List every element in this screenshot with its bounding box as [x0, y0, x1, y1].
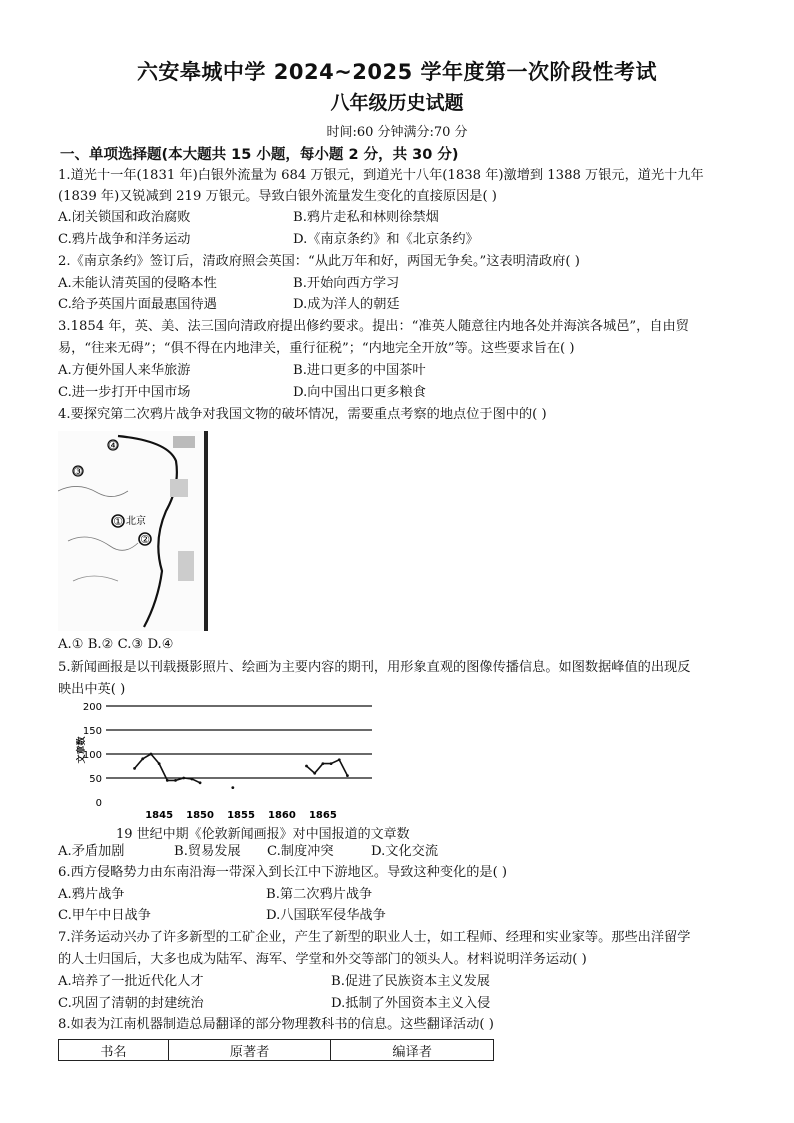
q7-stem-line2: 的人士归国后，大多也成为陆军、海军、学堂和外交等部门的领头人。材料说明洋务运动( ): [58, 952, 587, 967]
q4-map-figure: [58, 431, 208, 631]
q5-option-b: B.贸易发展: [174, 844, 241, 859]
q7-option-c: C.巩固了清朝的封建统治: [58, 996, 204, 1011]
q1-stem-line2: (1839 年)又锐减到 219 万银元。导致白银外流量发生变化的直接原因是( ): [58, 189, 497, 204]
y-tick-label: 200: [82, 702, 102, 713]
q2-stem-line1: 2.《南京条约》签订后，清政府照会英国：“从此万年和好，两国无争矣。”这表明清政府( ): [58, 254, 580, 269]
data-point: [150, 753, 153, 756]
data-point: [141, 757, 144, 760]
q5-option-c: C.制度冲突: [267, 844, 334, 859]
q7-option-b: B.促进了民族资本主义发展: [331, 974, 490, 989]
q2-option-b: B.开始向西方学习: [293, 276, 400, 291]
data-point: [330, 762, 333, 765]
map-right-border: [204, 431, 208, 631]
data-point: [338, 758, 341, 761]
q3-option-a: A.方便外国人来华旅游: [58, 363, 191, 378]
y-tick-label: 0: [95, 798, 102, 809]
q3-stem-line2: 易，“往来无碍”；“俱不得在内地津关，重行征税”；“内地完全开放”等。这些要求旨在( ): [58, 341, 575, 356]
map-shade-2: [170, 479, 188, 497]
exam-title: 六安皋城中学 2024~2025 学年度第一次阶段性考试: [136, 60, 658, 84]
y-tick-label: 100: [82, 750, 102, 761]
q1-option-a: A.闭关锁国和政治腐败: [58, 210, 191, 225]
q5-line-chart: [74, 700, 394, 820]
q1-option-d: D.《南京条约》和《北京条约》: [293, 232, 479, 247]
x-tick-label: 1860: [268, 810, 296, 820]
q1-stem-line1: 1.道光十一年(1831 年)白银外流量为 684 万银元，到道光十八年(1838 年)激增到 1388 万银元，道光十九年: [58, 168, 704, 183]
q1-option-b: B.鸦片走私和林则徐禁烟: [293, 210, 439, 225]
q8-book-table: [58, 1039, 494, 1061]
data-point: [166, 779, 169, 782]
q1-option-c: C.鸦片战争和洋务运动: [58, 232, 191, 247]
q6-stem-line1: 6.西方侵略势力由东南沿海一带深入到长江中下游地区。导致这种变化的是( ): [58, 865, 508, 880]
data-point: [133, 767, 136, 770]
q5-chart-caption: 19 世纪中期《伦敦新闻画报》对中国报道的文章数: [116, 827, 410, 842]
data-point: [346, 774, 349, 777]
table-header-title: 书名: [59, 1040, 169, 1061]
map-city-label: 北京: [126, 516, 146, 527]
y-axis-label: 文章数: [77, 736, 87, 764]
q7-stem-line1: 7.洋务运动兴办了许多新型的工矿企业，产生了新型的职业人士，如工程师、经理和实业家等。那些出洋留学: [58, 930, 691, 945]
map-shade-3: [178, 551, 194, 581]
data-point: [182, 777, 185, 780]
map-mark-2: ②: [140, 533, 150, 546]
data-point: [158, 762, 161, 765]
q3-option-d: D.向中国出口更多粮食: [293, 385, 426, 400]
map-mark-3: ③: [73, 465, 83, 478]
table-header-translator: 编译者: [331, 1040, 494, 1061]
q6-option-b: B.第二次鸦片战争: [266, 887, 373, 902]
q5-option-d: D.文化交流: [371, 844, 439, 859]
data-point: [313, 772, 316, 775]
q3-stem-line1: 3.1854 年，英、美、法三国向清政府提出修约要求。提出：“准英人随意往内地各处并海滨各城邑”，自由贸: [58, 319, 689, 334]
q6-option-a: A.鸦片战争: [58, 887, 125, 902]
x-tick-label: 1850: [186, 810, 214, 820]
q3-option-b: B.进口更多的中国茶叶: [293, 363, 426, 378]
map-background: [58, 431, 208, 631]
x-tick-label: 1845: [145, 810, 174, 820]
q4-stem-line1: 4.要探究第二次鸦片战争对我国文物的破坏情况，需要重点考察的地点位于图中的( ): [58, 407, 547, 422]
q5-stem-line2: 映出中英( ): [58, 682, 126, 697]
q3-option-c: C.进一步打开中国市场: [58, 385, 191, 400]
y-tick-label: 50: [89, 774, 102, 785]
data-series-line: [307, 760, 348, 776]
data-point: [305, 765, 308, 768]
q2-option-a: A.未能认清英国的侵略本性: [58, 276, 217, 291]
data-point: [231, 786, 234, 789]
q6-option-c: C.甲午中日战争: [58, 908, 151, 923]
y-tick-label: 150: [82, 726, 102, 737]
x-tick-label: 1855: [227, 810, 255, 820]
data-point: [321, 762, 324, 765]
data-point: [174, 779, 177, 782]
map-shade-1: [173, 436, 195, 448]
q2-option-d: D.成为洋人的朝廷: [293, 297, 400, 312]
q8-stem-line1: 8.如表为江南机器制造总局翻译的部分物理教科书的信息。这些翻译活动( ): [58, 1017, 494, 1032]
data-point: [190, 778, 193, 781]
q7-option-a: A.培养了一批近代化人才: [58, 974, 204, 989]
section-heading: 一、单项选择题(本大题共 15 小题，每小题 2 分，共 30 分): [60, 147, 459, 163]
exam-time-score: 时间:60 分钟满分:70 分: [326, 125, 468, 140]
q6-option-d: D.八国联军侵华战争: [266, 908, 386, 923]
x-tick-label: 1865: [308, 810, 337, 820]
exam-subtitle: 八年级历史试题: [330, 92, 464, 114]
q4-options: A.① B.② C.③ D.④: [58, 637, 174, 652]
q7-option-d: D.抵制了外国资本主义入侵: [331, 996, 491, 1011]
q5-stem-line1: 5.新闻画报是以刊载摄影照片、绘画为主要内容的期刊，用形象直观的图像传播信息。如图数据峰值的出现反: [58, 660, 691, 675]
data-point: [199, 781, 202, 784]
q5-option-a: A.矛盾加剧: [58, 844, 125, 859]
q2-option-c: C.给予英国片面最惠国待遇: [58, 297, 217, 312]
map-mark-1: ①: [113, 515, 123, 528]
table-header-author: 原著者: [168, 1040, 331, 1061]
map-mark-4: ④: [108, 439, 118, 452]
table-header-row: [59, 1040, 494, 1061]
